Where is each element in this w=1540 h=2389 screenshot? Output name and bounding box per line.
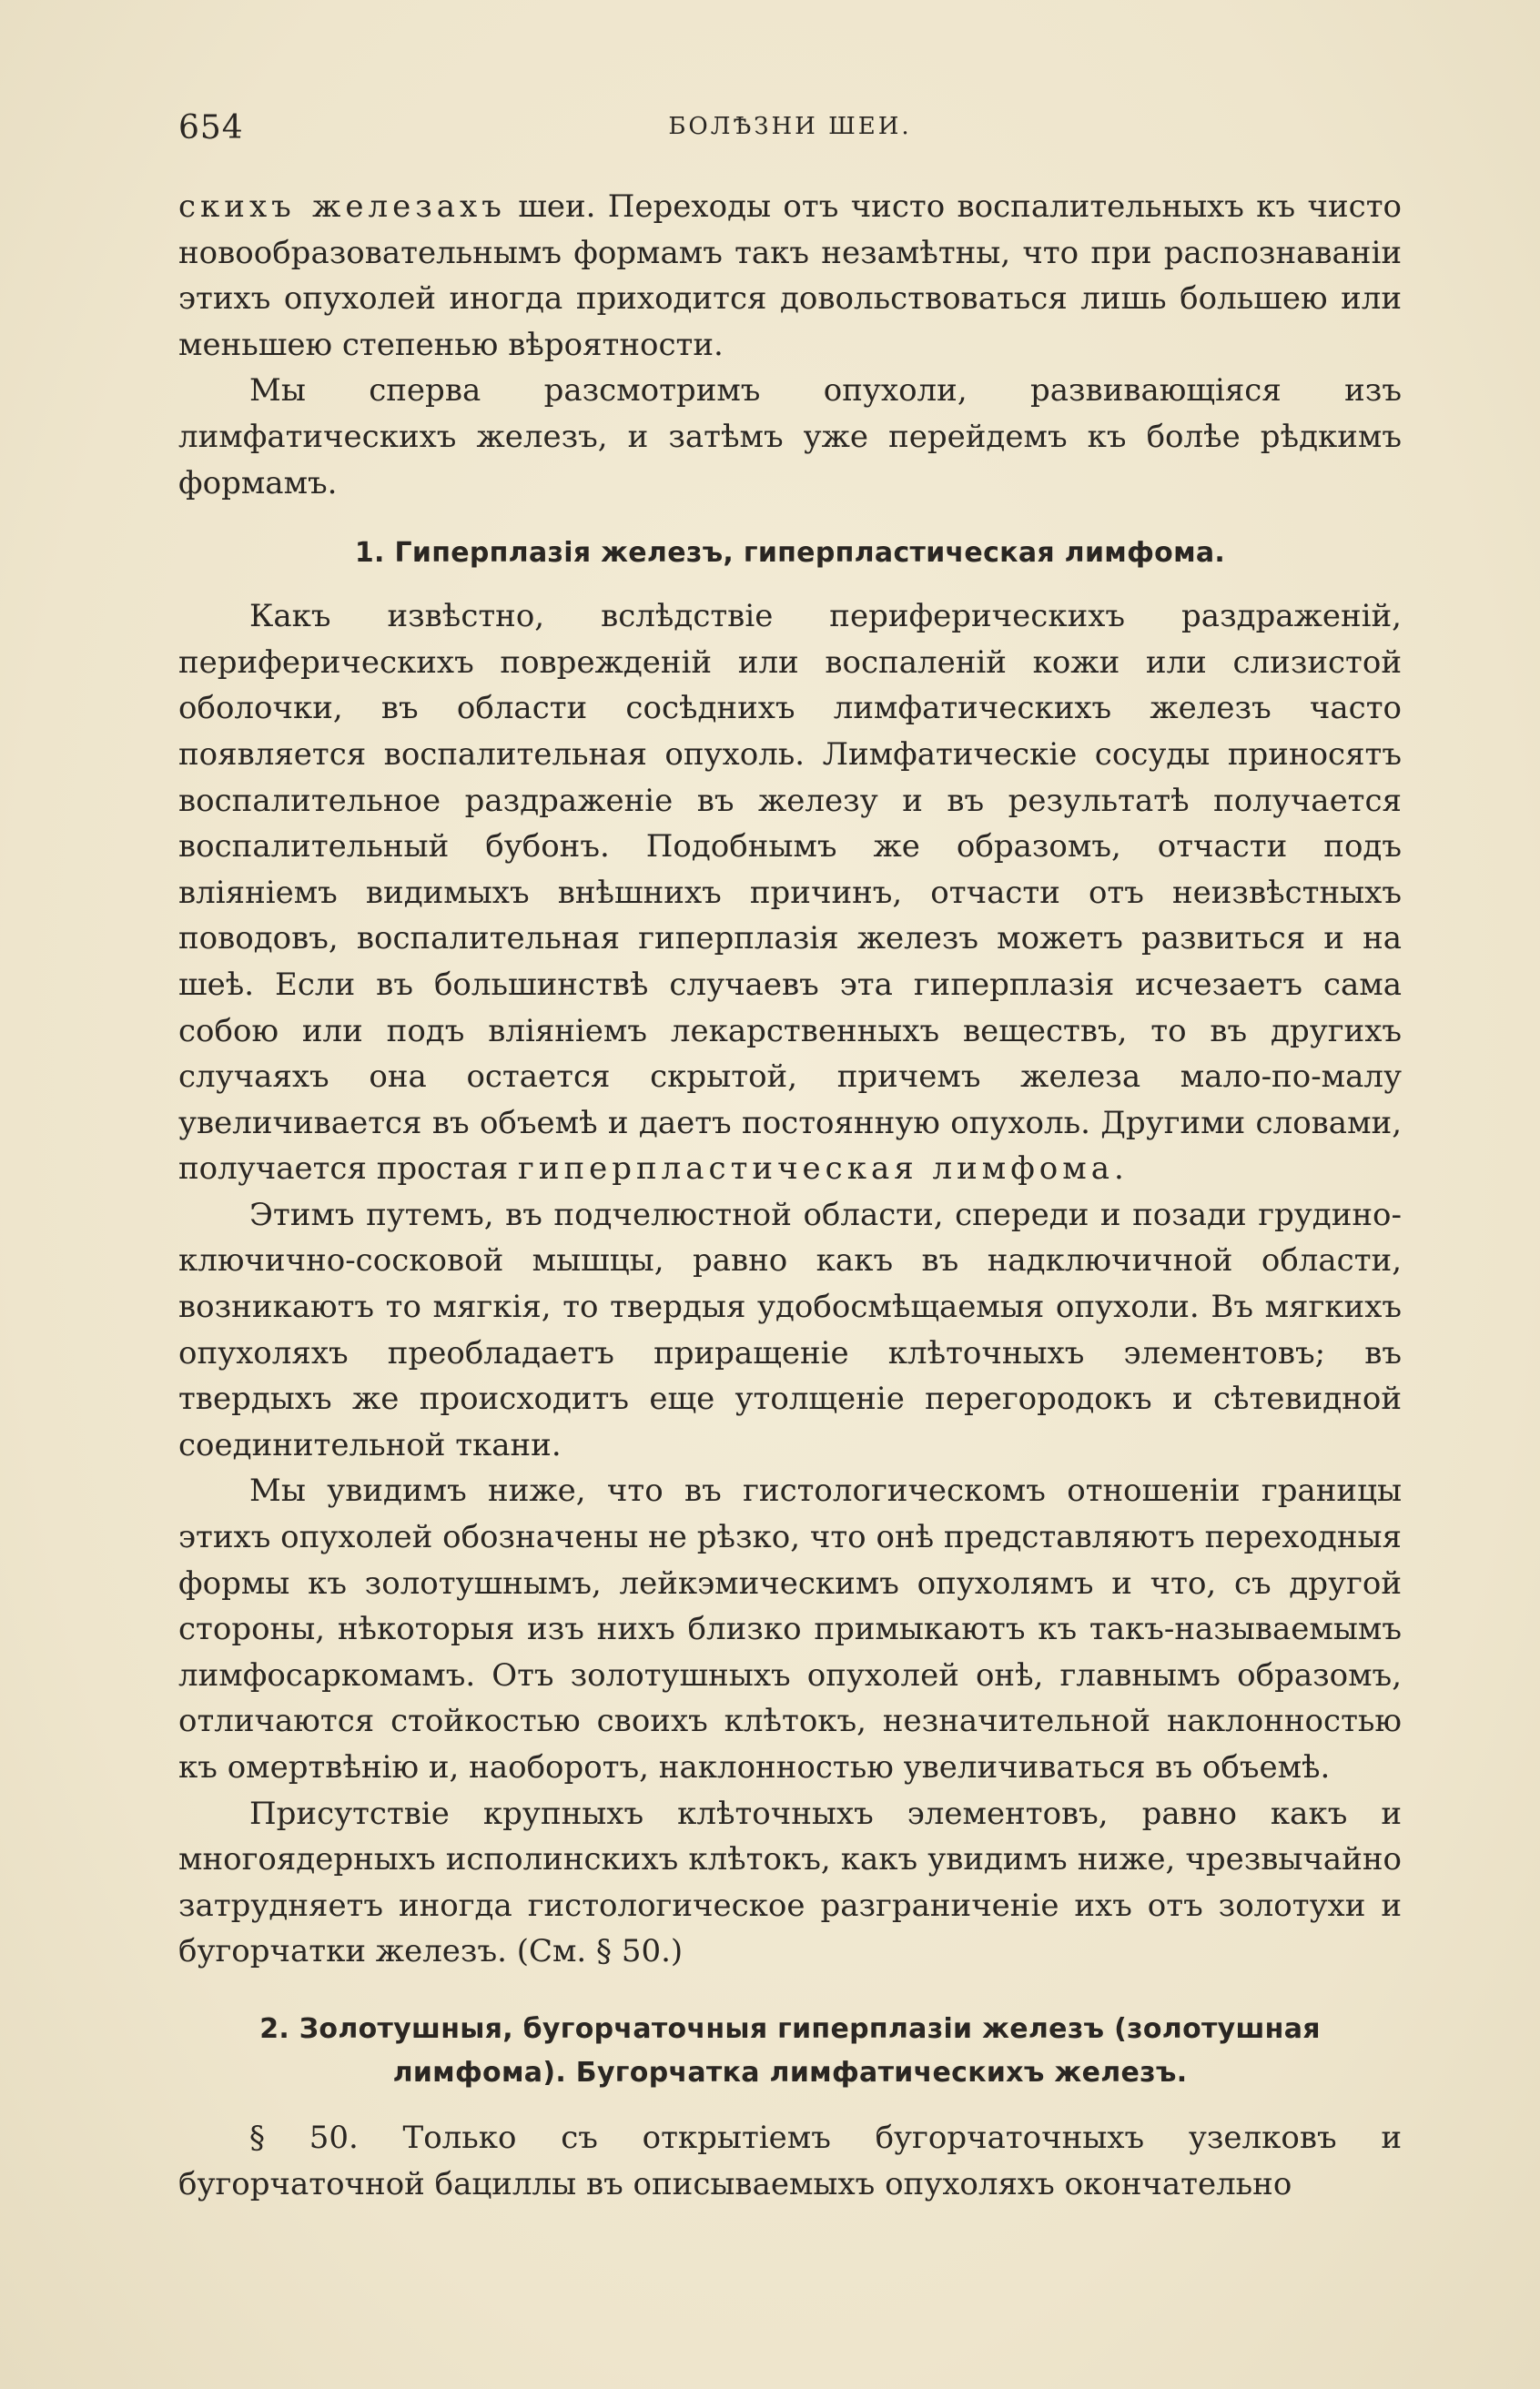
section-heading-2: 2. Золотушныя, бугорчаточныя гиперплазіи железъ (золотушная лимфома). Бугорчатка лимфатическихъ железъ. (259, 2012, 1321, 2089)
paragraph: Присутствіе крупныхъ клѣточныхъ элементовъ, равно какъ и многоядерныхъ исполинскихъ клѣтокъ, какъ увидимъ ниже, чрезвычайно затрудняетъ иногда гистологическое разграниченіе ихъ отъ золотухи и бугорчатки железъ. (См. § 50.) (178, 1795, 1402, 1970)
running-head: БОЛѢЗНИ ШЕИ. (668, 113, 912, 140)
paragraph: § 50. Только съ открытіемъ бугорчаточныхъ узелковъ и бугорчаточной бациллы въ описываемыхъ опухоляхъ окончательно (178, 2119, 1402, 2202)
page-header (178, 100, 1402, 155)
spaced-text: скихъ железахъ (178, 188, 506, 225)
paragraph-text: Какъ извѣстно, вслѣдствіе периферическихъ раздраженій, периферическихъ поврежденій или воспаленій кожи или слизистой оболочки, въ области сосѣднихъ лимфатическихъ железъ часто появляется воспалительная опухоль. Лимфатическіе сосуды приносятъ воспалительное раздраженіе въ железу и въ результатѣ получается воспалительный бубонъ. Подобнымъ же образомъ, отчасти подъ вліяніемъ видимыхъ внѣшнихъ причинъ, отчасти отъ неизвѣстныхъ поводовъ, воспалительная гиперплазія железъ можетъ развиться и на шеѣ. Если въ большинствѣ случаевъ эта гиперплазія исчезаетъ сама собою или подъ вліяніемъ лекарственныхъ веществъ, то въ другихъ случаяхъ она остается скрытой, причемъ железа мало-по-малу увеличивается въ объемѣ и даетъ постоянную опухоль. Другими словами, получается простая (178, 598, 1402, 1188)
page-content (178, 100, 1402, 2207)
paragraph-text: шеи. Переходы отъ чисто воспалительныхъ къ чисто новообразовательнымъ формамъ такъ незамѣтны, что при распознаваніи этихъ опухолей иногда приходится довольствоваться лишь большею или меньшею степенью вѣроятности. (178, 188, 1402, 363)
paragraph (178, 593, 1402, 1192)
paragraph-continuation (178, 184, 1402, 368)
paragraph: Этимъ путемъ, въ подчелюстной области, спереди и позади грудино-ключично-сосковой мышцы, равно какъ въ надключичной области, возникаютъ то мягкія, то твердыя удобосмѣщаемыя опухоли. Въ мягкихъ опухоляхъ преобладаетъ приращеніе клѣточныхъ элементовъ; въ твердыхъ же происходитъ еще утолщеніе перегородокъ и сѣтевидной соединительной ткани. (178, 1196, 1402, 1463)
section-heading-1: 1. Гиперплазія железъ, гиперпластическая лимфома. (354, 537, 1226, 570)
spaced-term: гиперпластическая лимфома. (518, 1150, 1129, 1188)
paragraph: Мы сперва разсмотримъ опухоли, развивающіяся изъ лимфатическихъ железъ, и затѣмъ уже перейдемъ къ болѣе рѣдкимъ формамъ. (178, 372, 1402, 501)
page-number: 654 (178, 109, 244, 147)
paragraph: Мы увидимъ ниже, что въ гистологическомъ отношеніи границы этихъ опухолей обозначены не рѣзко, что онѣ представляютъ переходныя формы къ золотушнымъ, лейкэмическимъ опухолямъ и что, съ другой стороны, нѣкоторыя изъ нихъ близко примыкаютъ къ такъ-называемымъ лимфосаркомамъ. Отъ золотушныхъ опухолей онѣ, главнымъ образомъ, отличаются стойкостью своихъ клѣтокъ, незначительной наклонностью къ омертвѣнію и, наоборотъ, наклонностью увеличиваться въ объемѣ. (178, 1473, 1402, 1786)
